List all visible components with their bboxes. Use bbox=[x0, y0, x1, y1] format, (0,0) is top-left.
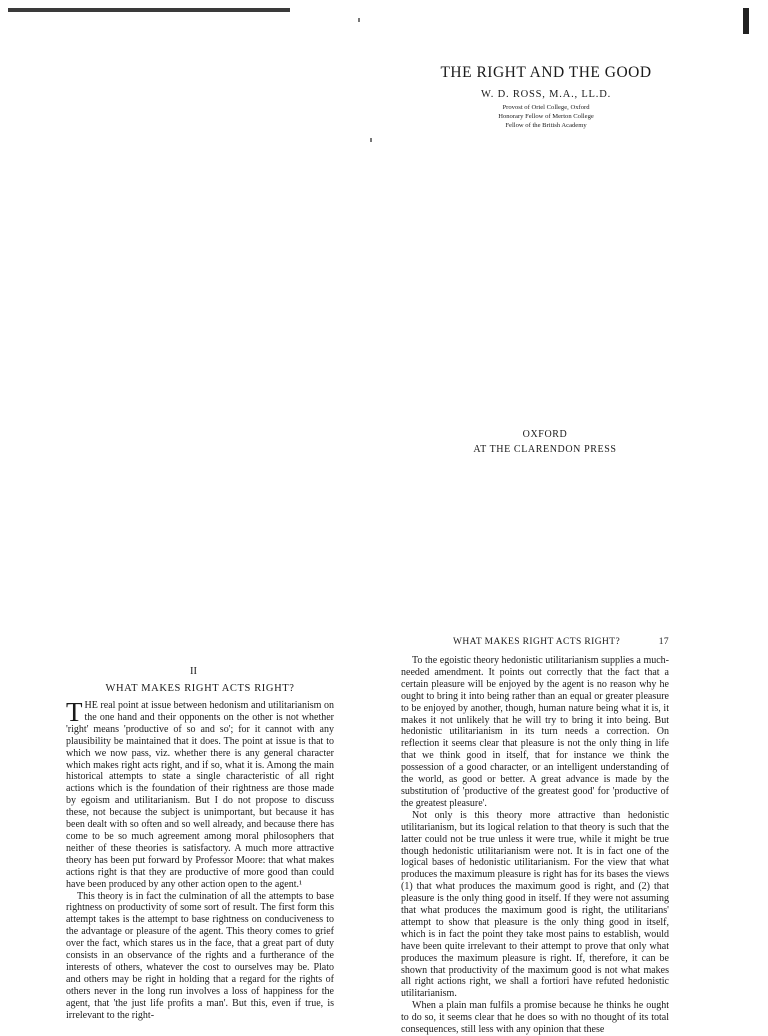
paragraph: This theory is in fact the culmination of all the attempts to base rightness on productivity of some sort of result. The first form this attempt takes is the attempt to base rightness on conduciveness to the advantage or pleasure of the agent. This theory comes to grief over the fact, which stares us in the face, that a great part of duty consists in an observance of the rights and a furtherance of the interests of others, whatever the cost to ourselves may be. Plato and others may be right in holding that a regard for the rights of others never in the long run involves a loss of happiness for the agent, that 'the just life profits a man'. But this, even if true, is irrelevant to the right- bbox=[66, 890, 334, 1021]
author-affiliation: Fellow of the British Academy bbox=[505, 122, 587, 129]
scan-edge-mark bbox=[743, 8, 749, 34]
scan-speck bbox=[370, 138, 372, 142]
running-head bbox=[401, 637, 669, 647]
paragraph: THE real point at issue between hedonism and utilitarianism on the one hand and their opponents on the other is not whether 'right' means 'productive of so and so'; for it cannot with any plausibility be maintained that it does. The point at issue is that to which we now pass, viz. whether there is any general character which makes right acts right, and if so, what it is. Among the main historical attempts to state a single characteristic of all right actions which is the foundation of their rightness are those made by egoism and utilitarianism. But I do not propose to discuss these, not because the subject is unimportant, but because it has been dealt with so often and so well already, and because there has come to be so much agreement among moral philosophers that neither of these theories is satisfactory. A much more attractive theory has been put forward by Professor Moore: that what makes actions right is that they are productive of more good than could have been produced by any other action open to the agent.¹ bbox=[66, 697, 334, 890]
drop-cap: T bbox=[66, 697, 83, 727]
chapter-number: II bbox=[190, 666, 197, 677]
scan-top-rule bbox=[8, 8, 290, 12]
scan-speck bbox=[358, 18, 360, 22]
author-affiliation: Honorary Fellow of Merton College bbox=[498, 113, 594, 120]
book-title: THE RIGHT AND THE GOOD bbox=[440, 64, 652, 81]
page-number: 17 bbox=[658, 637, 669, 647]
page-17-text bbox=[401, 655, 669, 1036]
running-head-title: WHAT MAKES RIGHT ACTS RIGHT? bbox=[453, 637, 621, 647]
book-author: W. D. ROSS, M.A., LL.D. bbox=[480, 89, 612, 100]
paragraph: When a plain man fulfils a promise because he thinks he ought to do so, it seems clear that he does so with no thought of its total consequences, still less with any opinion that these bbox=[401, 1000, 669, 1036]
paragraph: To the egoistic theory hedonistic utilitarianism supplies a much-needed amendment. It points out correctly that the fact that a certain pleasure will be enjoyed by the agent is no reason why he ought to bring it into being rather than an equal or greater pleasure to be enjoyed by another, though, human nature being what it is, it makes it not unlikely that he will try to bring it into being. But hedonistic utilitarianism in its turn needs a correction. On reflection it seems clear that pleasure is not the only thing in life that we think good in itself, that for instance we think the possession of a good character, or an intelligent understanding of the world, as good or better. A great advance is made by the substitution of 'productive of the greatest good' for 'productive of the greatest pleasure'. bbox=[401, 655, 669, 809]
chapter-text bbox=[66, 697, 334, 1021]
chapter-title: WHAT MAKES RIGHT ACTS RIGHT? bbox=[105, 683, 295, 694]
paragraph: Not only is this theory more attractive than hedonistic utilitarianism, but its logical relation to that theory is such that the latter could not be true unless it were true, while it might be true though hedonistic utilitarianism were not. It is in fact one of the logical bases of hedonistic utilitarianism. For the view that what produces the maximum pleasure is right has for its bases the views (1) that what produces the maximum good is right, and (2) that pleasure is the only thing good in itself. If they were not assuming that what produces the maximum good is right, the utilitarians' attempt to show that pleasure is the only thing good in itself, which is in fact the point they take most pains to establish, would have been quite irrelevant to their attempt to prove that only what produces the maximum pleasure is right. If, therefore, it can be shown that productivity of the maximum good is not what makes all right actions right, we shall a fortiori have refuted hedonistic utilitarianism. bbox=[401, 809, 669, 1000]
publisher-city: OXFORD bbox=[522, 429, 568, 440]
author-affiliation: Provost of Oriel College, Oxford bbox=[502, 104, 590, 111]
publisher-name: AT THE CLARENDON PRESS bbox=[473, 444, 617, 455]
